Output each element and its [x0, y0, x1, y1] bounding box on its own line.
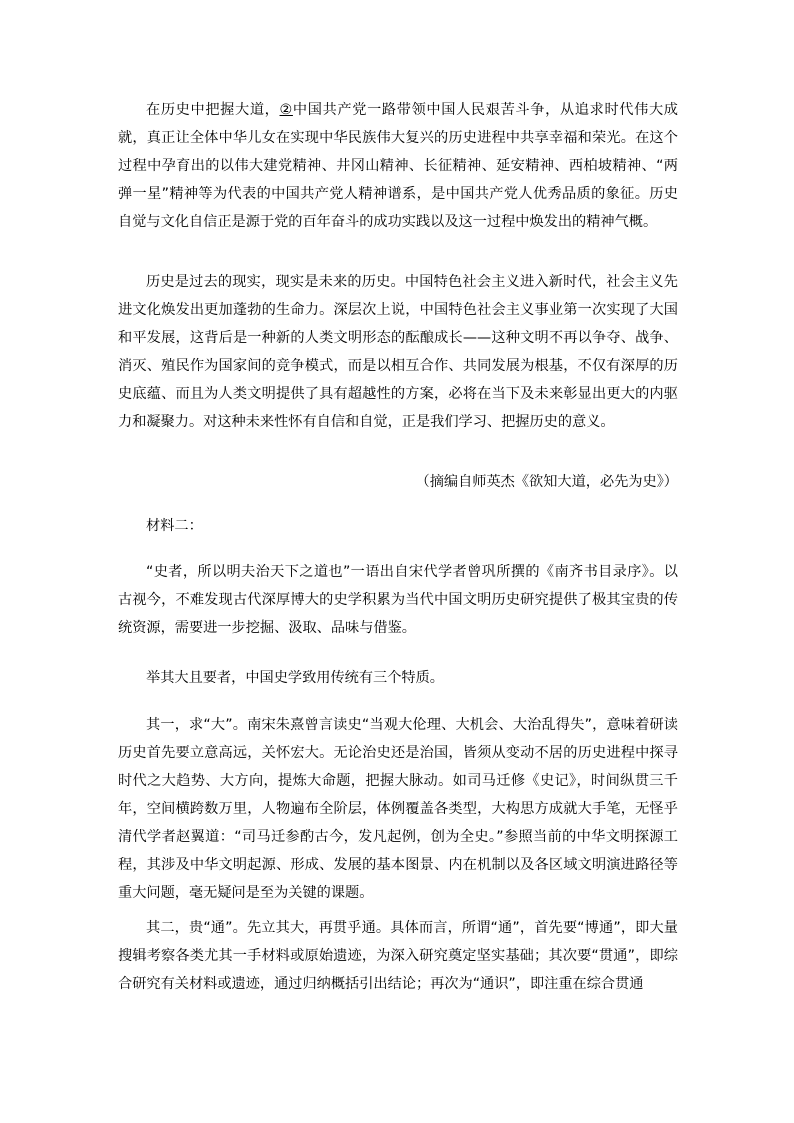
paragraph-6: 其二，贵“通”。先立其大，再贯乎通。具体而言，所谓“通”，首先要“博通”，即大量搜辑考察各类尤其一手材料或原始遗迹，为深入研究奠定坚实基础；其次要“贯通”，即综合研究有关材料或遗迹，通过归纳概括引出结论；再次为“通识”，即注重在综合贯通	[118, 920, 678, 992]
source-citation: （摘编自师英杰《欲知大道，必先为史》）	[415, 474, 678, 490]
paragraph-1	[118, 96, 678, 236]
paragraph-3: “史者，所以明夫治天下之道也”一语出自宋代学者曾巩所撰的《南齐书目录序》。以古视今，不难发现古代深厚博大的史学积累为当代中国文明历史研究提供了极其宝贵的传统资源，需要进一步挖掘、汲取、品味与借鉴。	[118, 564, 678, 636]
paragraph-1-lead: 在历史中把握大道，	[146, 102, 280, 118]
paragraph-5: 其一，求“大”。南宋朱熹曾言读史“当观大伦理、大机会、大治乱得失”，意味着研读历史首先要立意高远，关怀宏大。无论治史还是治国，皆须从变动不居的历史进程中探寻时代之大趋势、大方向，提炼大命题，把握大脉动。如司马迁修《史记》，时间纵贯三千年，空间横跨数万里，人物遍布全阶层，体例覆盖各类型，大构思方成就大手笔，无怪乎清代学者赵翼道：“司马迁参酌古今，发凡起例，创为全史。”参照当前的中华文明探源工程，其涉及中华文明起源、形成、发展的基本图景、内在机制以及各区域文明演进路径等重大问题，毫无疑问是至为关键的课题。	[118, 717, 678, 901]
paragraph-4: 举其大且要者，中国史学致用传统有三个特质。	[146, 670, 444, 686]
paragraph-1-body: 中国共产党一路带领中国人民艰苦斗争，从追求时代伟大成就，真正让全体中华儿女在实现中华民族伟大复兴的历史进程中共享幸福和荣光。在这个过程中孕育出的以伟大建党精神、井冈山精神、长征精神、延安精神、西柏坡精神、“两弹一星”精神等为代表的中国共产党人精神谱系，是中国共产党人优秀品质的象征。历史自觉与文化自信正是源于党的百年奋斗的成功实践以及这一过程中焕发出的精神气概。	[118, 102, 678, 230]
material-two-label: 材料二：	[146, 518, 203, 534]
paragraph-2: 历史是过去的现实，现实是未来的历史。中国特色社会主义进入新时代，社会主义先进文化焕发出更加蓬勃的生命力。深层次上说，中国特色社会主义事业第一次实现了大国和平发展，这背后是一种新的人类文明形态的酝酿成长——这种文明不再以争夺、战争、消灭、殖民作为国家间的竞争模式，而是以相互合作、共同发展为根基，不仅有深厚的历史底蕴、而且为人类文明提供了具有超越性的方案，必将在当下及未来彰显出更大的内驱力和凝聚力。对这种未来性怀有自信和自觉，正是我们学习、把握历史的意义。	[118, 274, 678, 430]
blank-marker-2: ②	[279, 102, 293, 118]
